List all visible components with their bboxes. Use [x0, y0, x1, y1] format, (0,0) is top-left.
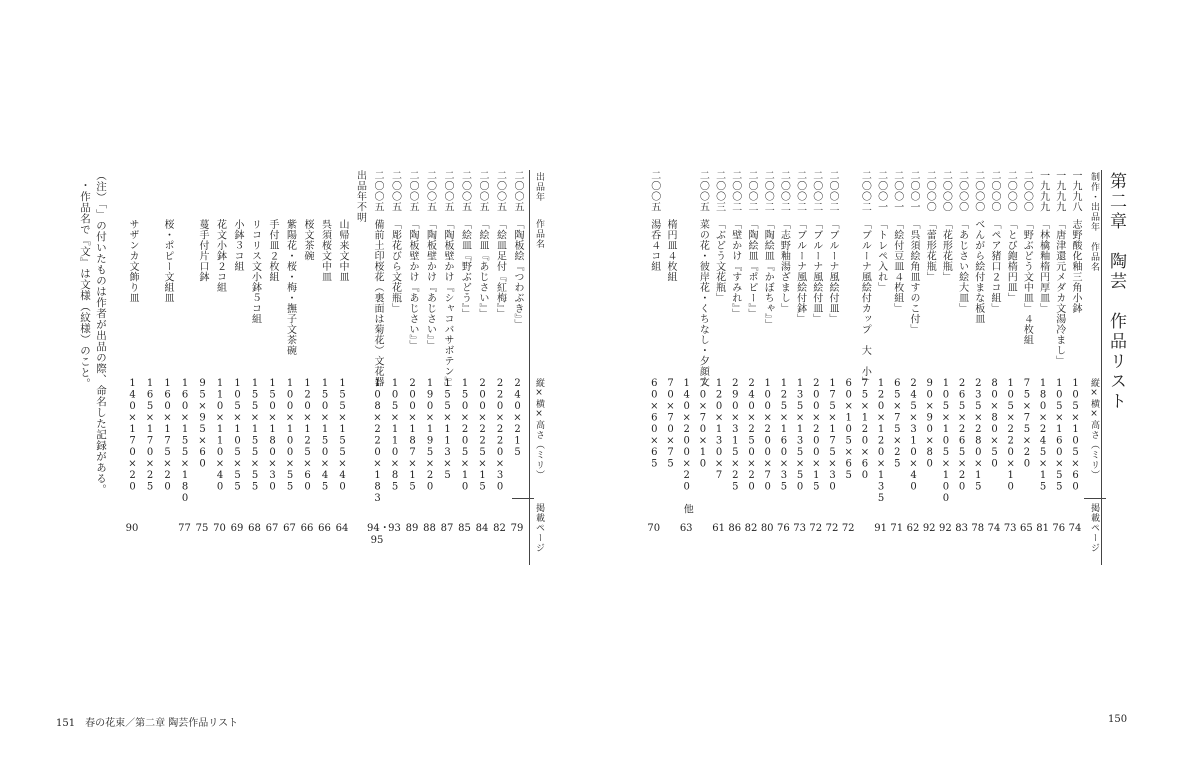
left-row-page: 67: [283, 523, 296, 534]
right-row-page: 72: [809, 523, 823, 534]
right-row-title: 菜の花・彼岸花・くちなし・夕顔文: [697, 219, 709, 387]
right-row-page: 76: [777, 523, 790, 534]
right-row-page: 74: [1068, 523, 1082, 534]
left-row-dims: 200×225×15: [477, 378, 488, 493]
left-row-title: 山帰来文中皿: [337, 219, 348, 282]
right-row-title: 「陶絵皿『ポピー』」: [746, 219, 757, 319]
left-row-dims: 155×155×40: [337, 378, 348, 493]
left-row-page: 88: [423, 523, 436, 534]
right-row-title: 「とび鉋楕円皿」: [1005, 219, 1017, 303]
right-row-title: 「ブルーナ風絵付皿」: [810, 219, 822, 324]
left-row-title: 「彫花びら文花瓶」: [389, 219, 401, 314]
right-row-dims: 60×60×65: [648, 378, 660, 470]
header-rule-2: [1084, 498, 1106, 499]
left-row-page: 94・95: [367, 523, 390, 546]
right-row-dims: 140×200×20 他: [681, 378, 693, 514]
left-row-year: 二〇〇五: [424, 170, 436, 212]
left-row-title: 「陶板絵『つわぶき』」: [512, 219, 523, 330]
left-row-dims: 165×170×25: [144, 378, 156, 493]
right-row-page: 62: [906, 523, 920, 534]
right-row-dims: 75×120×60: [859, 378, 871, 482]
right-row-page: 63: [679, 523, 693, 534]
right-row-dims: 245×310×40: [908, 378, 919, 493]
left-row-dims: 155×113×5: [442, 378, 453, 482]
left-row-title: 「陶板壁かけ『あじさい』」: [407, 219, 418, 351]
right-row-dims: 180×245×15: [1037, 378, 1049, 493]
right-row-title: 「野ぶどう文中皿」４枚組: [1021, 219, 1033, 345]
header-page: 掲載ページ: [1089, 503, 1099, 553]
left-row-page: 89: [405, 523, 419, 534]
left-row-dims: 220×220×30: [494, 378, 506, 493]
right-row-year: 二〇〇〇: [972, 170, 984, 212]
right-row-year: 二〇〇二: [778, 170, 790, 212]
header-rule: [529, 170, 530, 565]
footer-left: 151 春の花束／第二章 陶芸作品リスト: [56, 718, 239, 729]
left-row-page: 70: [213, 523, 226, 534]
right-row-dims: 105×220×10: [1005, 378, 1017, 493]
right-row-page: 78: [971, 523, 985, 534]
right-row-title: 楕円皿４枚組: [665, 219, 676, 282]
left-row-dims: 140×170×20: [127, 378, 138, 493]
left-row-dims: 155×155×55: [249, 378, 261, 493]
right-row-year: 二〇〇一: [875, 170, 887, 212]
right-row-page: 71: [890, 523, 904, 534]
right-row-page: 81: [1036, 523, 1049, 534]
right-row-page: 74: [987, 523, 1001, 534]
right-row-dims: 75×75×20: [1021, 378, 1033, 470]
left-row-title: 「絵皿『野ぶどう』」: [459, 219, 471, 319]
left-row-page: 66: [318, 523, 331, 534]
left-row-page: 64: [335, 523, 349, 534]
right-row-dims: 120×120×135: [875, 378, 887, 505]
right-row-dims: 105×105×60: [1070, 378, 1081, 493]
right-row-title: 「ブルーナ風絵付皿」: [827, 219, 838, 324]
right-row-year: 二〇〇二: [859, 170, 871, 212]
right-row-title: 「林檎釉楕円厚皿」: [1037, 219, 1049, 314]
left-row-dims: 160×155×180: [179, 378, 191, 505]
right-row-title: 「壁かけ『すみれ』」: [729, 219, 741, 319]
left-row-dims: 100×100×55: [284, 378, 296, 493]
left-row-page: 79: [510, 523, 524, 534]
right-row-title: 「ペア猪口２コ組」: [989, 219, 1000, 314]
right-row-title: 「ぶどう文花瓶」: [713, 219, 725, 303]
left-row-title: 「絵皿『あじさい』」: [477, 219, 488, 319]
left-row-dims: 190×195×20: [424, 378, 436, 493]
right-row-year: 二〇〇二: [729, 170, 741, 212]
right-row-title: 「蕾形花瓶」: [924, 219, 936, 282]
right-row-year: 二〇〇〇: [940, 170, 952, 212]
right-row-page: 82: [744, 523, 758, 534]
right-row-year: 二〇〇五: [697, 170, 709, 212]
left-row-title: リコリス文小鉢５コ組: [249, 219, 261, 324]
right-row-title: 「花形花瓶」: [940, 219, 952, 282]
left-row-title: 桜・ポピー文組皿: [162, 219, 173, 303]
right-row-year: 一九九八: [1070, 170, 1081, 212]
right-row-year: 二〇〇二: [746, 170, 757, 212]
header-dims: 縦×横×高さ（ミリ）: [1089, 378, 1099, 480]
right-row-dims: 200×200×15: [810, 378, 822, 493]
left-row-title: サザンカ文飾り皿: [127, 219, 138, 303]
header-work: 作品名: [534, 219, 544, 249]
right-row-page: 61: [712, 523, 725, 534]
right-row-year: 一九九九: [1053, 170, 1065, 212]
right-row-page: 83: [955, 523, 968, 534]
right-row-dims: 80×80×50: [989, 378, 1000, 470]
right-row-page: 80: [760, 523, 774, 534]
right-row-dims: 65×75×25: [891, 378, 903, 470]
right-row-page: 70: [647, 523, 661, 534]
right-row-page: 92: [939, 523, 952, 534]
right-row-dims: 105×105×100: [940, 378, 952, 505]
left-row-year: 出品年不明: [354, 170, 366, 223]
header-dims: 縦×横×高さ（ミリ）: [534, 378, 544, 480]
left-row-year: 二〇〇五: [389, 170, 401, 212]
right-row-title: 「トレペ入れ」: [875, 219, 887, 293]
left-row-year: 二〇〇五: [477, 170, 488, 212]
right-row-page: 76: [1052, 523, 1066, 534]
left-row-dims: 108×220×183: [372, 378, 383, 505]
left-row-title: 小鉢３コ組: [232, 219, 243, 272]
right-row-dims: 100×200×70: [762, 378, 774, 493]
left-row-title: 蔓手付片口鉢: [197, 219, 208, 282]
left-row-page: 75: [195, 523, 209, 534]
left-row-year: 二〇〇五: [459, 170, 471, 212]
note-1: （注）「」の付いたものは作者が出品の際、命名した記録がある。: [95, 170, 107, 495]
left-row-year: 二〇〇五: [512, 170, 523, 212]
left-row-title: 「陶板壁かけ『シャコバサボテン』」: [442, 219, 453, 393]
right-row-page: 86: [728, 523, 742, 534]
right-row-dims: 60×105×65: [843, 378, 855, 482]
right-row-title: 「ブルーナ風絵付カップ 大 小」: [859, 219, 871, 387]
left-row-page: 87: [440, 523, 454, 534]
left-row-page: 82: [493, 523, 506, 534]
left-row-page: 69: [230, 523, 244, 534]
right-row-dims: 265×265×20: [956, 378, 968, 493]
right-row-title: 湯呑４コ組: [648, 219, 660, 272]
left-row-title: 手付皿２枚組: [267, 219, 278, 282]
left-row-title: 呉須桜文中皿: [319, 219, 331, 282]
left-row-dims: 95×95×60: [197, 378, 208, 470]
left-row-dims: 150×205×10: [459, 378, 471, 493]
left-row-title: 「絵皿足付『紅梅』」: [494, 219, 506, 319]
right-row-year: 二〇〇〇: [924, 170, 936, 212]
right-row-year: 二〇〇〇: [1021, 170, 1033, 212]
right-row-year: 二〇〇二: [794, 170, 806, 212]
right-row-title: 「志野釉湯ざまし」: [778, 219, 790, 314]
left-row-dims: 105×105×55: [232, 378, 243, 493]
left-row-year: 二〇〇五: [442, 170, 453, 212]
right-row-year: 二〇〇一: [908, 170, 919, 212]
left-row-dims: 150×150×45: [319, 378, 331, 493]
right-row-title: べんがら絵付まな板皿: [972, 219, 984, 324]
left-row-year: 二〇〇五: [494, 170, 506, 212]
right-row-year: 二〇〇一: [891, 170, 903, 212]
left-row-dims: 160×175×20: [162, 378, 173, 493]
right-row-dims: 240×250×20: [746, 378, 757, 493]
right-row-dims: 135×135×50: [794, 378, 806, 493]
right-row-year: 一九九九: [1037, 170, 1049, 212]
left-row-dims: 120×125×60: [302, 378, 313, 493]
right-row-dims: 120×130×7: [713, 378, 725, 482]
right-row-year: 二〇〇五: [648, 170, 660, 212]
left-row-title: 花文小鉢２コ組: [214, 219, 226, 293]
header-year: 出品年: [534, 172, 544, 202]
left-row-page: 85: [458, 523, 471, 534]
note-2: ・作品名で『文』は文様（紋様）のこと。: [79, 180, 91, 389]
footer-right: 150: [1108, 714, 1128, 725]
right-row-dims: 105×160×55: [1053, 378, 1065, 493]
left-row-page: 66: [300, 523, 314, 534]
right-row-page: 92: [922, 523, 936, 534]
right-row-dims: 235×280×15: [972, 378, 984, 493]
left-row-page: 93: [388, 523, 401, 534]
right-row-year: 二〇〇二: [810, 170, 822, 212]
right-row-title: 「ブルーナ風絵付鉢」: [794, 219, 806, 324]
right-row-year: 二〇〇二: [762, 170, 774, 212]
left-row-dims: 105×110×85: [389, 378, 401, 493]
left-row-year: 二〇〇五: [407, 170, 418, 212]
left-row-dims: 240×215: [512, 378, 523, 459]
left-row-title: 紫陽花・桜・梅・撫子文茶碗: [284, 219, 296, 356]
right-row-year: 二〇〇二: [827, 170, 838, 212]
left-row-title: 桜文茶碗: [302, 219, 313, 261]
left-row-year: 二〇〇五: [372, 170, 383, 212]
right-row-title: 志野酸化釉三角小鉢: [1070, 219, 1081, 314]
header-year-work: 制作・出品年 作品名: [1089, 172, 1099, 272]
right-row-page: 73: [1003, 523, 1017, 534]
right-row-title: 「あじさい絵大皿」: [956, 219, 968, 314]
left-row-dims: 200×187×15: [407, 378, 418, 493]
right-row-title: 「絵付豆皿４枚組」: [891, 219, 903, 314]
left-row-dims: 110×110×40: [214, 378, 226, 493]
header-rule-2: [512, 498, 534, 499]
right-row-title: 「呉須絵角皿すのこ付」: [908, 219, 919, 335]
right-row-dims: 90×90×80: [924, 378, 936, 470]
right-row-title: 「唐津還元メダカ文湯冷まし」: [1053, 219, 1065, 366]
right-row-dims: 290×315×25: [729, 378, 741, 493]
right-row-page: 72: [825, 523, 839, 534]
left-row-page: 68: [248, 523, 261, 534]
page-title: 第二章 陶芸 作品リスト: [1106, 172, 1126, 412]
left-row-page: 84: [475, 523, 489, 534]
right-row-dims: 70×70×10: [697, 378, 709, 470]
right-row-year: 二〇〇三: [713, 170, 725, 212]
left-row-page: 77: [178, 523, 191, 534]
right-row-dims: 125×160×35: [778, 378, 790, 493]
right-row-page: 65: [1020, 523, 1033, 534]
left-row-page: 90: [125, 523, 139, 534]
left-row-page: 67: [265, 523, 279, 534]
left-row-title: 「陶板壁かけ『あじさい』」: [424, 219, 436, 351]
right-row-year: 二〇〇〇: [1005, 170, 1017, 212]
left-row-title: 備前土印桜花（裏面は菊花）文花器: [372, 219, 383, 387]
right-row-title: 「陶絵皿『かぼちゃ』」: [762, 219, 774, 330]
right-row-page: 72: [841, 523, 855, 534]
right-row-page: 91: [874, 523, 887, 534]
header-page: 掲載ページ: [534, 503, 544, 553]
right-row-dims: 175×175×30: [827, 378, 838, 493]
right-row-year: 二〇〇〇: [989, 170, 1000, 212]
right-row-dims: 70×70×75: [665, 378, 676, 470]
left-row-dims: 150×180×30: [267, 378, 278, 493]
right-row-page: 73: [793, 523, 806, 534]
header-rule: [1101, 170, 1102, 565]
right-row-year: 二〇〇〇: [956, 170, 968, 212]
